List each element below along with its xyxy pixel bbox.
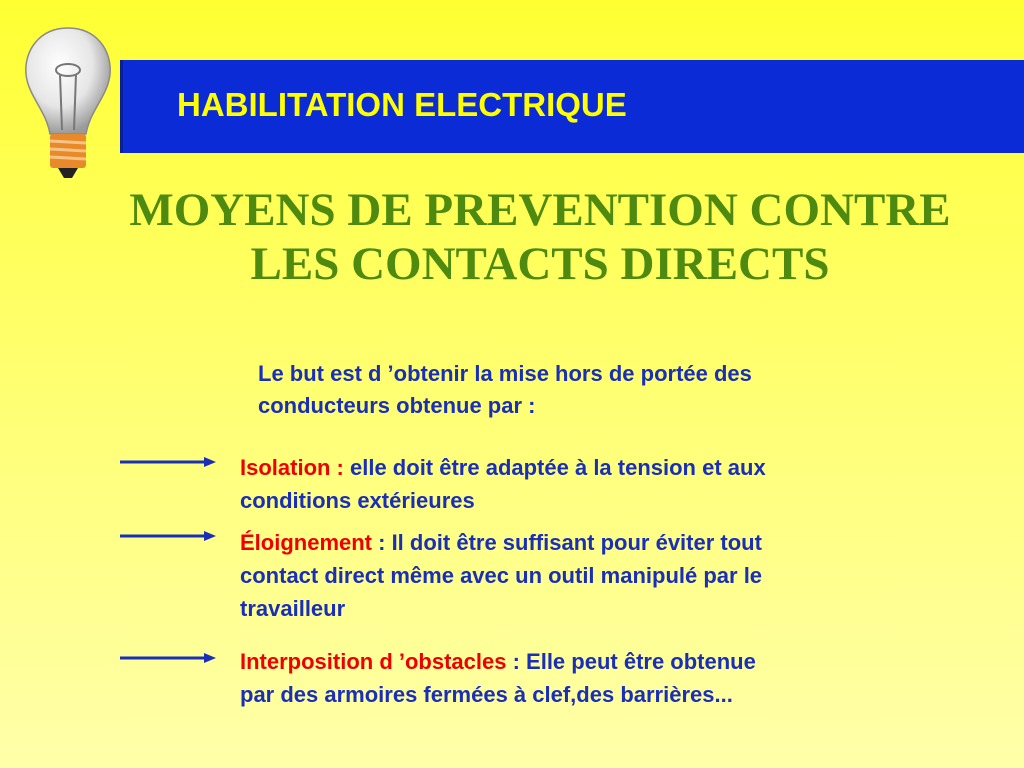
arrow-right-icon	[118, 529, 218, 543]
header-title: HABILITATION ELECTRIQUE	[177, 86, 627, 123]
item-text: : Il doit être suffisant pour éviter tout	[372, 530, 762, 555]
item-term: Isolation :	[240, 455, 344, 480]
intro-line1: Le but est d ’obtenir la mise hors de portée des	[258, 361, 752, 386]
item-text: elle doit être adaptée à la tension et aux	[343, 455, 766, 480]
item-text: : Elle peut être obtenue	[506, 649, 756, 674]
item-text-cont: travailleur	[240, 596, 346, 621]
item-term: Interposition d ’obstacles	[240, 649, 507, 674]
arrow-right-icon	[118, 455, 218, 469]
header-banner	[120, 60, 1024, 153]
light-bulb-icon	[20, 22, 116, 182]
slide-title	[60, 183, 1020, 291]
item-term: Éloignement	[240, 530, 373, 555]
list-item-isolation	[240, 451, 960, 517]
intro-line2: conducteurs obtenue par :	[258, 393, 536, 418]
list-item-interposition	[240, 645, 960, 711]
item-text-cont: conditions extérieures	[240, 488, 475, 513]
slide-title-line2: LES CONTACTS DIRECTS	[250, 238, 830, 290]
arrow-right-icon	[118, 651, 218, 665]
item-text-cont: par des armoires fermées à clef,des barrières...	[240, 682, 733, 707]
intro-text	[258, 358, 958, 422]
item-text-cont: contact direct même avec un outil manipulé par le	[240, 563, 763, 588]
list-item-eloignement	[240, 526, 960, 625]
slide-title-line1: MOYENS DE PREVENTION CONTRE	[129, 184, 951, 236]
